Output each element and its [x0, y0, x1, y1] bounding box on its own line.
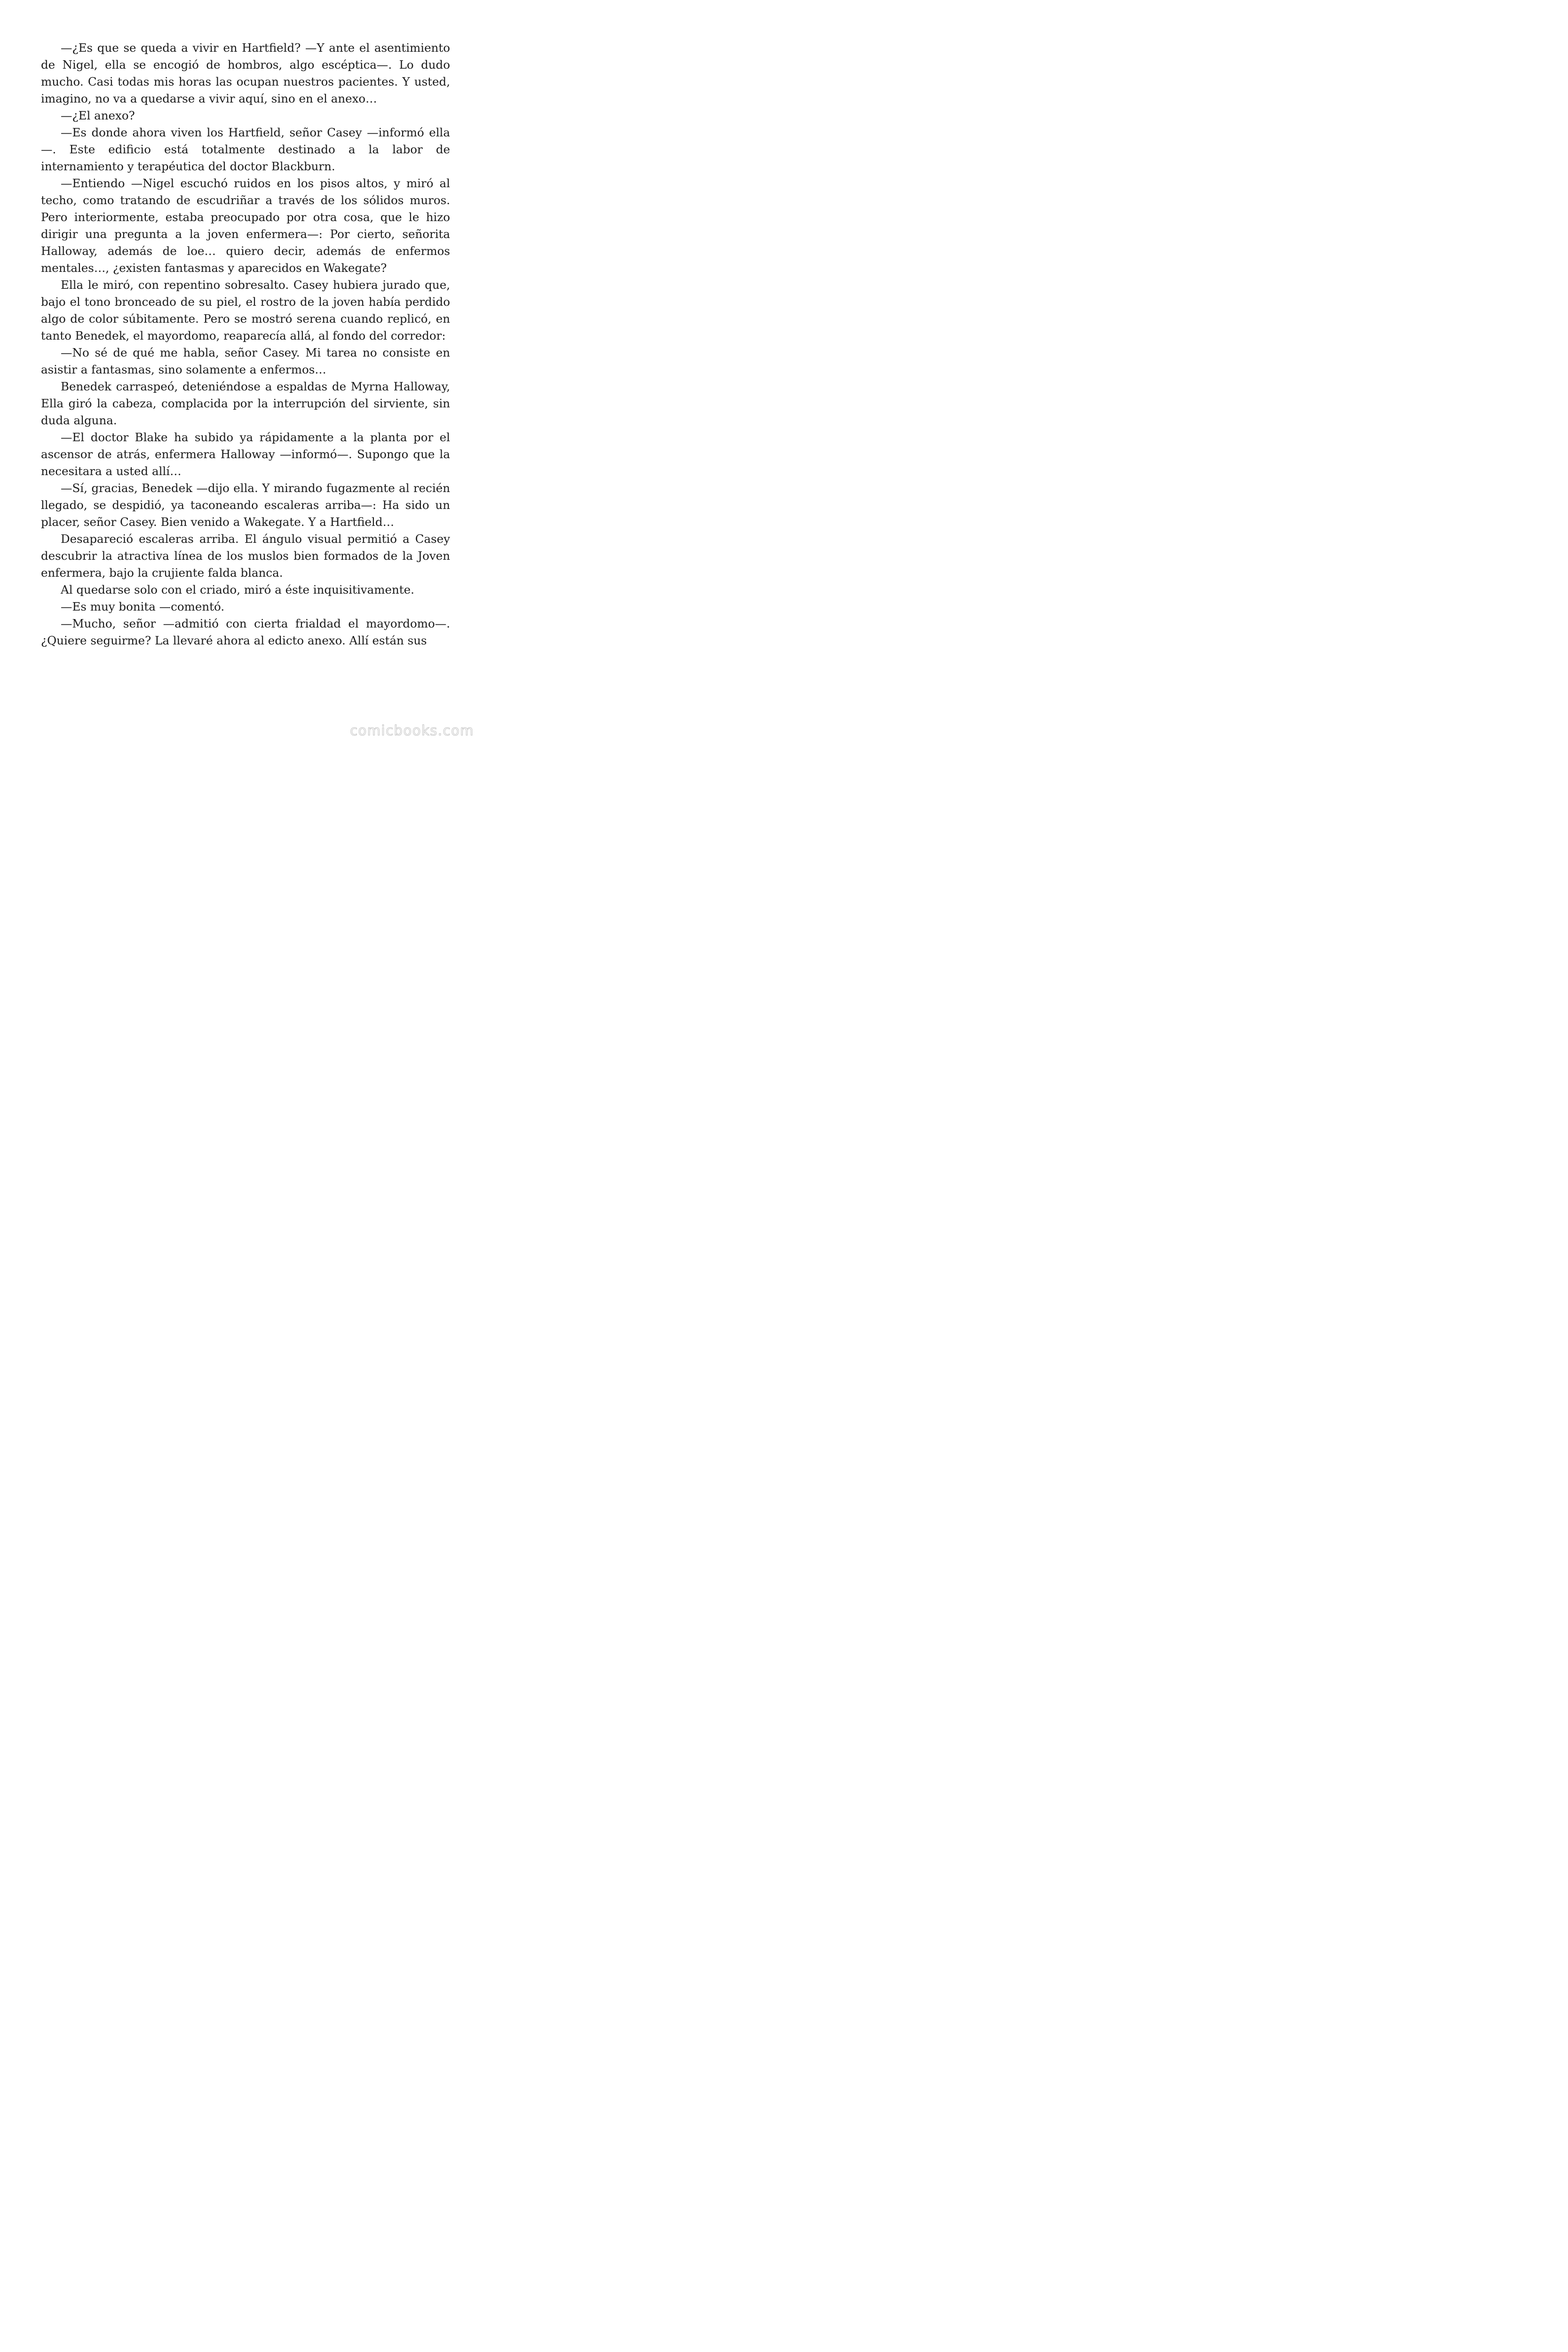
paragraph: Benedek carraspeó, deteniéndose a espaldas de Myrna Halloway, Ella giró la cabeza, complacida por la interrupción del sirviente, sin duda alguna.: [41, 380, 450, 427]
paragraph: —¿Es que se queda a vivir en Hartfield? —Y ante el asentimiento de Nigel, ella se encogió de hombros, algo escéptica—. Lo dudo mucho. Casi todas mis horas las ocupan nuestros pacientes. Y usted, imagino, no va a quedarse a vivir aquí, sino en el anexo…: [41, 41, 450, 105]
book-page-text: [41, 40, 450, 649]
paragraph: —Entiendo —Nigel escuchó ruidos en los pisos altos, y miró al techo, como tratando de escudriñar a través de los sólidos muros. Pero interiormente, estaba preocupado por otra cosa, que le hizo dirigir una pregunta a la joven enfermera—: Por cierto, señorita Halloway, además de loe… quiero decir, además de enfermos mentales…, ¿existen fantasmas y aparecidos en Wakegate?: [41, 176, 450, 275]
site-watermark: comicbooks.com: [350, 723, 474, 739]
paragraph: —Mucho, señor —admitió con cierta frialdad el mayordomo—. ¿Quiere seguirme? La llevaré ahora al edicto anexo. Allí están sus: [41, 617, 450, 647]
paragraph: —Sí, gracias, Benedek —dijo ella. Y mirando fugazmente al recién llegado, se despidió, ya taconeando escaleras arriba—: Ha sido un placer, señor Casey. Bien venido a Wakegate. Y a Hartfield…: [41, 481, 450, 529]
paragraph: Al quedarse solo con el criado, miró a éste inquisitivamente.: [61, 583, 414, 596]
paragraph: Desapareció escaleras arriba. El ángulo visual permitió a Casey descubrir la atractiva línea de los muslos bien formados de la Joven enfermera, bajo la crujiente falda blanca.: [41, 532, 450, 580]
paragraph: —¿El anexo?: [61, 109, 135, 122]
paragraph: —El doctor Blake ha subido ya rápidamente a la planta por el ascensor de atrás, enfermera Halloway —informó—. Supongo que la necesitara a usted allí…: [41, 430, 450, 478]
paragraph: —Es muy bonita —comentó.: [61, 600, 225, 613]
paragraph: Ella le miró, con repentino sobresalto. Casey hubiera jurado que, bajo el tono bronceado de su piel, el rostro de la joven había perdido algo de color súbitamente. Pero se mostró serena cuando replicó, en tanto Benedek, el mayordomo, reaparecía allá, al fondo del corredor:: [41, 278, 450, 342]
paragraph: —Es donde ahora viven los Hartfield, señor Casey —informó ella —. Este edificio está totalmente destinado a la labor de internamiento y terapéutica del doctor Blackburn.: [41, 126, 450, 173]
paragraph: —No sé de qué me habla, señor Casey. Mi tarea no consiste en asistir a fantasmas, sino solamente a enfermos…: [41, 346, 450, 376]
